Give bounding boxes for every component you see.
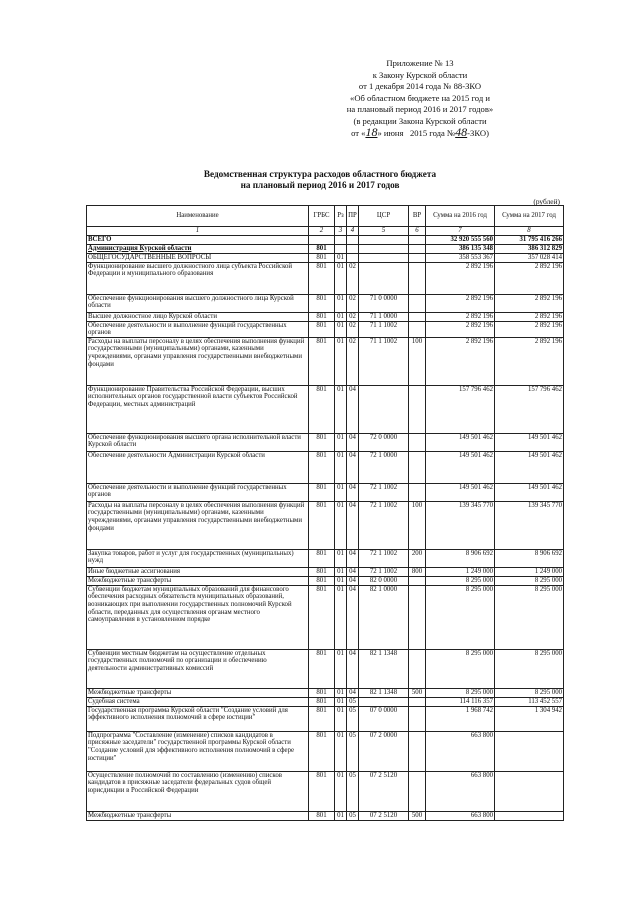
cell-s2016: 663 800: [426, 771, 495, 811]
cell-pr: 04: [347, 688, 359, 697]
cell-csr: [359, 244, 409, 253]
cell-name: Обеспечение деятельности и выполнение функций государственных органов: [87, 483, 309, 501]
header-line: к Закону Курской области: [372, 69, 468, 80]
cell-s2017: 8 295 000: [495, 649, 564, 688]
cell-s2016: 139 345 770: [426, 501, 495, 549]
cell-csr: 07 2 0000: [359, 731, 409, 771]
col-header-rz: Рз: [335, 206, 347, 227]
cell-vr: [409, 253, 426, 262]
cell-csr: 72 1 0000: [359, 451, 409, 483]
cell-grbs: 801: [309, 549, 335, 567]
cell-grbs: 801: [309, 321, 335, 337]
title-line-2: на плановый период 2016 и 2017 годов: [240, 180, 400, 190]
col-header-name: Наименование: [87, 206, 309, 227]
cell-name: Обеспечение функционирования высшего должностного лица Курской области: [87, 294, 309, 312]
table-row: [87, 294, 564, 312]
cell-vr: [409, 576, 426, 585]
budget-table: [86, 205, 564, 821]
cell-grbs: 801: [309, 294, 335, 312]
cell-s2017: [495, 771, 564, 811]
cell-rz: 01: [335, 567, 347, 576]
cell-s2016: 663 800: [426, 811, 495, 820]
cell-vr: 100: [409, 337, 426, 385]
cell-vr: 500: [409, 811, 426, 820]
cell-name: Обеспечение функционирования высшего органа исполнительной власти Курской области: [87, 433, 309, 451]
cell-name: Высшее должностное лицо Курской области: [87, 312, 309, 321]
col-index: 1: [87, 227, 309, 236]
cell-pr: 04: [347, 433, 359, 451]
cell-pr: 05: [347, 697, 359, 706]
cell-grbs: 801: [309, 337, 335, 385]
cell-vr: 800: [409, 567, 426, 576]
table-row: [87, 811, 564, 820]
cell-csr: 72 1 1002: [359, 549, 409, 567]
cell-rz: 01: [335, 771, 347, 811]
cell-s2017: 149 501 462: [495, 483, 564, 501]
cell-rz: 01: [335, 706, 347, 731]
cell-s2016: 663 800: [426, 731, 495, 771]
cell-vr: [409, 244, 426, 253]
cell-name: Обеспечение деятельности и выполнение функций государственных органов: [87, 321, 309, 337]
cell-vr: [409, 321, 426, 337]
cell-rz: 01: [335, 262, 347, 294]
cell-grbs: 801: [309, 433, 335, 451]
table-body: [87, 235, 564, 820]
cell-grbs: 801: [309, 731, 335, 771]
cell-csr: [359, 262, 409, 294]
appendix-header: [300, 58, 540, 140]
cell-name: Расходы на выплаты персоналу в целях обеспечения выполнения функций государственными (муниципальными) органами, казенными учреждениями, органами управления государственными внебюджетными фондами: [87, 337, 309, 385]
cell-name: Межбюджетные трансферты: [87, 576, 309, 585]
cell-rz: 01: [335, 501, 347, 549]
cell-s2017: 1 304 942: [495, 706, 564, 731]
cell-grbs: 801: [309, 811, 335, 820]
cell-rz: 01: [335, 649, 347, 688]
cell-s2017: 113 452 557: [495, 697, 564, 706]
cell-s2016: 2 892 196: [426, 321, 495, 337]
cell-pr: 04: [347, 483, 359, 501]
cell-csr: 82 1 1348: [359, 688, 409, 697]
header-line: от 1 декабря 2014 года № 88-ЗКО: [358, 81, 482, 91]
cell-pr: [347, 235, 359, 244]
cell-rz: 01: [335, 585, 347, 649]
cell-rz: 01: [335, 385, 347, 433]
cell-pr: 05: [347, 811, 359, 820]
cell-csr: [359, 385, 409, 433]
cell-csr: 71 1 0000: [359, 312, 409, 321]
amendment-date-line: [300, 127, 540, 140]
cell-vr: [409, 433, 426, 451]
cell-csr: 72 1 1002: [359, 501, 409, 549]
cell-name: Субвенции бюджетам муниципальных образований для финансового обеспечения расходных обязательств муниципальных образований, возникающих при выполнении государственных полномочий Курской области, переданных для осуществления органам местного самоуправления в установленном порядке: [87, 585, 309, 649]
cell-rz: 01: [335, 576, 347, 585]
cell-name: Государственная программа Курской области "Создание условий для эффективного исполнения полномочий в сфере юстиции": [87, 706, 309, 731]
cell-pr: 04: [347, 649, 359, 688]
header-line: (в редакции Закона Курской области: [353, 115, 487, 126]
table-row: [87, 549, 564, 567]
table-row: [87, 501, 564, 549]
cell-vr: 100: [409, 501, 426, 549]
cell-vr: [409, 697, 426, 706]
cell-s2016: 8 295 000: [426, 576, 495, 585]
cell-grbs: 801: [309, 567, 335, 576]
cell-s2017: 8 295 000: [495, 585, 564, 649]
cell-csr: 82 0 0000: [359, 576, 409, 585]
cell-grbs: 801: [309, 706, 335, 731]
table-row: [87, 253, 564, 262]
table-row: [87, 337, 564, 385]
cell-s2016: 8 906 692: [426, 549, 495, 567]
cell-name: ОБЩЕГОСУДАРСТВЕННЫЕ ВОПРОСЫ: [87, 253, 309, 262]
cell-grbs: 801: [309, 483, 335, 501]
cell-pr: 04: [347, 567, 359, 576]
cell-csr: 07 2 5120: [359, 811, 409, 820]
cell-vr: [409, 235, 426, 244]
col-index: 8: [495, 227, 564, 236]
cell-s2017: [495, 731, 564, 771]
cell-s2017: 8 295 000: [495, 576, 564, 585]
cell-name: Администрация Курской области: [87, 244, 309, 253]
cell-s2017: 2 892 196: [495, 337, 564, 385]
cell-rz: 01: [335, 451, 347, 483]
cell-s2017: 2 892 196: [495, 312, 564, 321]
cell-name: Функционирование Правительства Российской Федерации, высших исполнительных органов государственной власти субъектов Российской Федерации, местных администраций: [87, 385, 309, 433]
cell-s2016: 2 892 196: [426, 262, 495, 294]
cell-pr: 02: [347, 262, 359, 294]
cell-rz: 01: [335, 294, 347, 312]
cell-vr: [409, 771, 426, 811]
cell-csr: 72 1 1002: [359, 483, 409, 501]
cell-vr: [409, 312, 426, 321]
cell-name: Осуществление полномочий по составлению (изменению) списков кандидатов в присяжные заседатели федеральных судов общей юрисдикции в Российской Федерации: [87, 771, 309, 811]
cell-pr: [347, 253, 359, 262]
cell-rz: 01: [335, 321, 347, 337]
cell-s2017: 1 249 000: [495, 567, 564, 576]
cell-pr: 04: [347, 576, 359, 585]
cell-s2016: 386 135 348: [426, 244, 495, 253]
table-row: [87, 235, 564, 244]
cell-csr: 82 1 0000: [359, 585, 409, 649]
col-index: 3: [335, 227, 347, 236]
cell-s2016: 149 501 462: [426, 433, 495, 451]
cell-name: Подпрограмма "Составление (изменение) списков кандидатов в присяжные заседатели" государственной программы Курской области "Создание условий для эффективного исполнения полномочий в сфере юстиции": [87, 731, 309, 771]
cell-pr: 02: [347, 321, 359, 337]
header-line: на плановый период 2016 и 2017 годов»: [346, 104, 494, 114]
table-row: [87, 771, 564, 811]
document-title: [80, 169, 560, 191]
cell-pr: 04: [347, 501, 359, 549]
cell-pr: 05: [347, 771, 359, 811]
cell-pr: 05: [347, 706, 359, 731]
cell-name: Расходы на выплаты персоналу в целях обеспечения выполнения функций государственными (муниципальными) органами, казенными учреждениями, органами управления государственными внебюджетными фондами: [87, 501, 309, 549]
cell-s2017: [495, 811, 564, 820]
cell-s2016: 32 920 555 560: [426, 235, 495, 244]
cell-grbs: 801: [309, 688, 335, 697]
col-index: 7: [426, 227, 495, 236]
unit-label: (рублей): [533, 197, 560, 206]
cell-name: Судебная система: [87, 697, 309, 706]
table-row: [87, 649, 564, 688]
cell-pr: [347, 244, 359, 253]
cell-vr: [409, 585, 426, 649]
cell-csr: 07 0 0000: [359, 706, 409, 731]
col-index: 2: [309, 227, 335, 236]
cell-s2016: 2 892 196: [426, 337, 495, 385]
cell-name: Межбюджетные трансферты: [87, 811, 309, 820]
cell-csr: 72 0 0000: [359, 433, 409, 451]
date-year: 2015 года №: [409, 128, 456, 138]
cell-csr: 82 1 1348: [359, 649, 409, 688]
cell-grbs: 801: [309, 501, 335, 549]
column-index-row: [87, 227, 564, 236]
cell-rz: 01: [335, 731, 347, 771]
cell-vr: [409, 483, 426, 501]
table-row: [87, 312, 564, 321]
cell-s2016: 149 501 462: [426, 483, 495, 501]
table-row: [87, 262, 564, 294]
table-row: [87, 321, 564, 337]
cell-s2017: 149 501 462: [495, 433, 564, 451]
table-row: [87, 697, 564, 706]
cell-s2016: 2 892 196: [426, 294, 495, 312]
header-line: Приложение № 13: [386, 58, 454, 68]
cell-pr: 02: [347, 312, 359, 321]
title-line-1: Ведомственная структура расходов областного бюджета: [203, 169, 437, 179]
table-row: [87, 385, 564, 433]
cell-rz: 01: [335, 697, 347, 706]
date-prefix: от «: [351, 128, 366, 138]
cell-csr: 71 1 1002: [359, 337, 409, 385]
cell-grbs: 801: [309, 451, 335, 483]
cell-pr: 04: [347, 549, 359, 567]
cell-s2017: 386 312 829: [495, 244, 564, 253]
cell-s2016: 2 892 196: [426, 312, 495, 321]
cell-vr: [409, 649, 426, 688]
col-header-grbs: ГРБС: [309, 206, 335, 227]
header-line: «Об областном бюджете на 2015 год и: [350, 92, 490, 103]
cell-vr: [409, 451, 426, 483]
handwritten-number: 48: [455, 125, 468, 139]
cell-rz: 01: [335, 337, 347, 385]
cell-pr: 02: [347, 337, 359, 385]
cell-csr: 07 2 5120: [359, 771, 409, 811]
table-row: [87, 688, 564, 697]
cell-name: Межбюджетные трансферты: [87, 688, 309, 697]
cell-name: Функционирование высшего должностного лица субъекта Российской Федерации и муниципального образования: [87, 262, 309, 294]
col-index: 4: [347, 227, 359, 236]
cell-csr: [359, 253, 409, 262]
cell-rz: 01: [335, 253, 347, 262]
cell-csr: [359, 235, 409, 244]
cell-grbs: 801: [309, 385, 335, 433]
cell-rz: 01: [335, 811, 347, 820]
cell-s2017: 2 892 196: [495, 321, 564, 337]
col-header-csr: ЦСР: [359, 206, 409, 227]
cell-s2016: 8 295 000: [426, 688, 495, 697]
cell-grbs: 801: [309, 585, 335, 649]
cell-name: Закупка товаров, работ и услуг для государственных (муниципальных) нужд: [87, 549, 309, 567]
cell-s2016: 157 796 462: [426, 385, 495, 433]
cell-s2017: 139 345 770: [495, 501, 564, 549]
cell-s2016: 149 501 462: [426, 451, 495, 483]
table-row: [87, 576, 564, 585]
cell-grbs: [309, 235, 335, 244]
table-row: [87, 433, 564, 451]
cell-name: Субвенции местным бюджетам на осуществление отдельных государственных полномочий по организации и обеспечению деятельности административных комиссий: [87, 649, 309, 688]
cell-pr: 05: [347, 731, 359, 771]
cell-s2017: 8 906 692: [495, 549, 564, 567]
col-index: 5: [359, 227, 409, 236]
date-month: » июня: [377, 128, 404, 138]
cell-pr: 04: [347, 585, 359, 649]
cell-rz: 01: [335, 483, 347, 501]
cell-s2017: 157 796 462: [495, 385, 564, 433]
table-row: [87, 244, 564, 253]
cell-csr: [359, 697, 409, 706]
cell-rz: 01: [335, 688, 347, 697]
cell-s2017: 2 892 196: [495, 294, 564, 312]
cell-s2016: 1 968 742: [426, 706, 495, 731]
cell-grbs: 801: [309, 576, 335, 585]
cell-vr: 500: [409, 688, 426, 697]
cell-grbs: 801: [309, 312, 335, 321]
cell-rz: 01: [335, 312, 347, 321]
cell-rz: [335, 244, 347, 253]
cell-csr: 71 0 0000: [359, 294, 409, 312]
col-header-sum-2016: Сумма на 2016 год: [426, 206, 495, 227]
cell-s2016: 114 116 357: [426, 697, 495, 706]
law-suffix: -ЗКО): [467, 128, 489, 138]
cell-csr: 72 1 1002: [359, 567, 409, 576]
cell-rz: [335, 235, 347, 244]
col-header-pr: ПР: [347, 206, 359, 227]
cell-s2017: 31 795 416 266: [495, 235, 564, 244]
table-row: [87, 451, 564, 483]
cell-pr: 02: [347, 294, 359, 312]
table-row: [87, 567, 564, 576]
table-row: [87, 483, 564, 501]
cell-vr: [409, 262, 426, 294]
cell-vr: [409, 706, 426, 731]
cell-name: Обеспечение деятельности Администрации Курской области: [87, 451, 309, 483]
cell-s2017: 357 028 414: [495, 253, 564, 262]
cell-vr: [409, 731, 426, 771]
cell-s2016: 8 295 000: [426, 585, 495, 649]
table-row: [87, 585, 564, 649]
cell-s2016: 8 295 000: [426, 649, 495, 688]
cell-grbs: 801: [309, 649, 335, 688]
cell-grbs: 801: [309, 253, 335, 262]
col-index: 6: [409, 227, 426, 236]
cell-s2016: 358 553 367: [426, 253, 495, 262]
cell-grbs: 801: [309, 771, 335, 811]
cell-pr: 04: [347, 451, 359, 483]
handwritten-day: 18: [365, 125, 378, 139]
cell-name: Иные бюджетные ассигнования: [87, 567, 309, 576]
cell-csr: 71 1 1002: [359, 321, 409, 337]
cell-grbs: 801: [309, 697, 335, 706]
cell-s2017: 2 892 196: [495, 262, 564, 294]
cell-vr: [409, 294, 426, 312]
cell-s2017: 8 295 000: [495, 688, 564, 697]
cell-pr: 04: [347, 385, 359, 433]
cell-grbs: 801: [309, 262, 335, 294]
cell-vr: [409, 385, 426, 433]
cell-s2017: 149 501 462: [495, 451, 564, 483]
table-header-row: [87, 206, 564, 227]
cell-rz: 01: [335, 549, 347, 567]
col-header-sum-2017: Сумма на 2017 год: [495, 206, 564, 227]
cell-s2016: 1 249 000: [426, 567, 495, 576]
table-row: [87, 706, 564, 731]
cell-rz: 01: [335, 433, 347, 451]
cell-vr: 200: [409, 549, 426, 567]
col-header-vr: ВР: [409, 206, 426, 227]
cell-name: ВСЕГО: [87, 235, 309, 244]
table-row: [87, 731, 564, 771]
cell-grbs: 801: [309, 244, 335, 253]
